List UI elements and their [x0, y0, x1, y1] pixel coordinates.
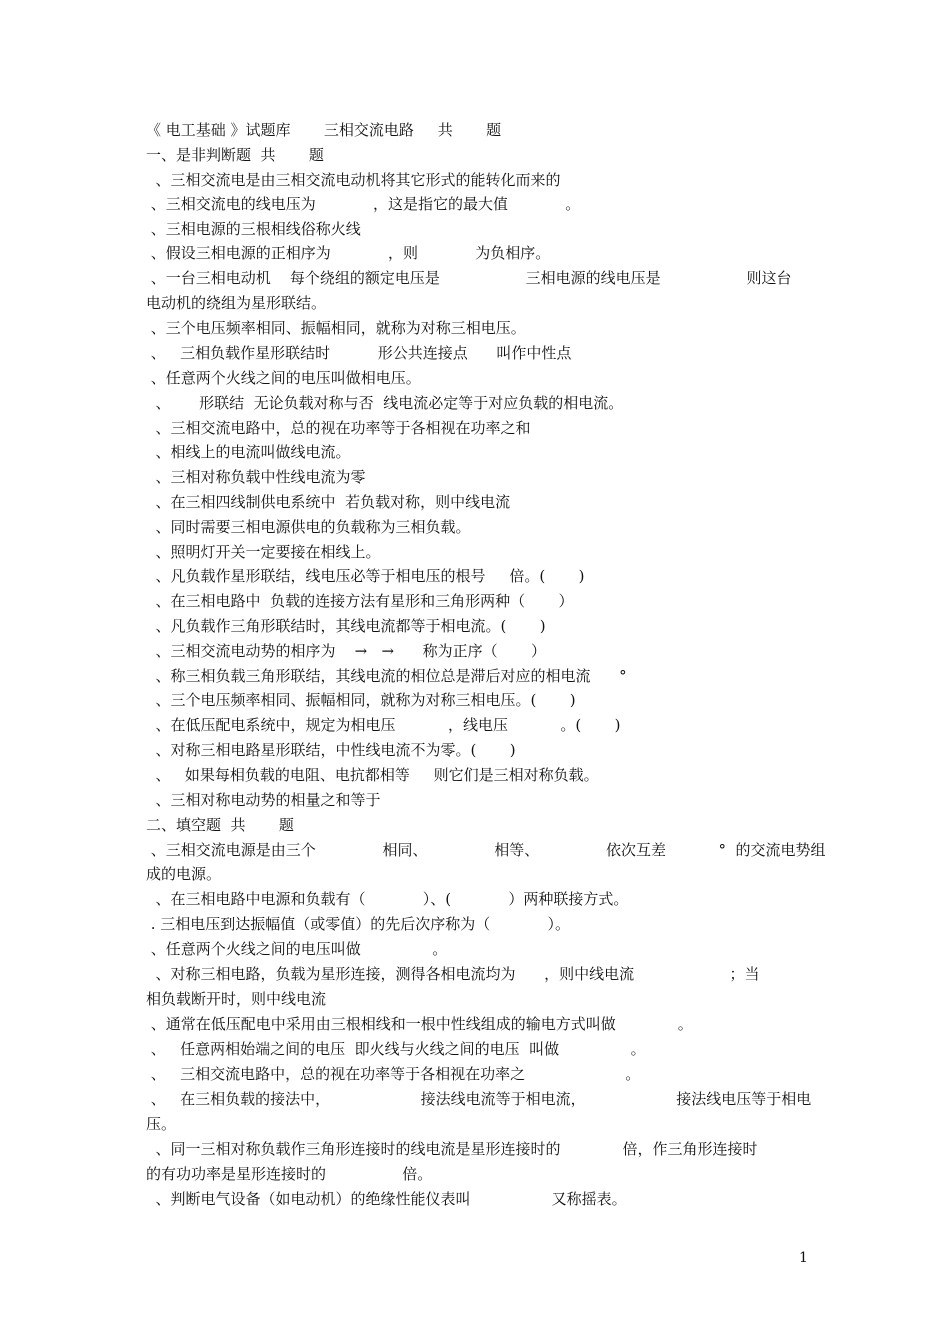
fill-item-continuation: 压。: [146, 1115, 177, 1133]
section-header-fill-in: 二、填空题 共 题: [146, 816, 294, 834]
judge-item-continuation: 电动机的绕组为星形联结。: [146, 294, 327, 312]
judge-item: 、任意两个火线之间的电压叫做相电压。: [146, 369, 421, 387]
judge-item: 、三相交流电动势的相序为 → → 称为正序（ ）: [146, 642, 547, 660]
judge-item: 、三个电压频率相同、振幅相同，就称为对称三相电压。: [146, 319, 526, 337]
judge-item: 、三相交流电是由三相交流电动机将其它形式的能转化而来的: [146, 171, 561, 189]
judge-item: 、对称三相电路星形联结，中性线电流不为零。( ): [146, 741, 516, 759]
judge-item: 、在低压配电系统中，规定为相电压 ，线电压 。( ): [146, 716, 621, 734]
judge-item: 、照明灯开关一定要接在相线上。: [146, 543, 381, 561]
fill-item: 、 在三相负载的接法中， 接法线电流等于相电流， 接法线电压等于相电: [146, 1090, 812, 1108]
fill-item: 、在三相电路中电源和负载有（ ）、( ）两种联接方式。: [146, 890, 629, 908]
fill-item: 、 三相交流电路中，总的视在功率等于各相视在功率之 。: [146, 1065, 641, 1083]
fill-item: 、任意两个火线之间的电压叫做 。: [146, 940, 448, 958]
section-header-true-false: 一、是非判断题 共 题: [146, 146, 324, 164]
judge-item: 、 三相负载作星形联结时 形公共连接点 叫作中性点: [146, 344, 572, 362]
judge-item: 、一台三相电动机 每个绕组的额定电压是 三相电源的线电压是 则这台: [146, 269, 792, 287]
judge-item: 、在三相四线制供电系统中 若负载对称，则中线电流: [146, 493, 511, 511]
judge-item: 、凡负载作星形联结，线电压必等于相电压的根号 倍。( ): [146, 567, 585, 585]
judge-item: 、在三相电路中 负载的连接方法有星形和三角形两种（ ）: [146, 592, 574, 610]
judge-item: 、三相对称电动势的相量之和等于: [146, 791, 381, 809]
fill-item: 、判断电气设备（如电动机）的绝缘性能仪表叫 又称摇表。: [146, 1190, 627, 1208]
judge-item: 、称三相负载三角形联结，其线电流的相位总是滞后对应的相电流 °: [146, 667, 627, 685]
judge-item: 、 如果每相负载的电阻、电抗都相等 则它们是三相对称负载。: [146, 766, 599, 784]
fill-item: 、 任意两相始端之间的电压 即火线与火线之间的电压 叫做 。: [146, 1040, 646, 1058]
fill-item: 、对称三相电路，负载为星形连接，测得各相电流均为 ，则中线电流 ；当: [146, 965, 760, 983]
fill-item: 、同一三相对称负载作三角形连接时的线电流是星形连接时的 倍，作三角形连接时: [146, 1140, 758, 1158]
fill-item: 、通常在低压配电中采用由三根相线和一根中性线组成的输电方式叫做 。: [146, 1015, 693, 1033]
judge-item: 、三相交流电路中，总的视在功率等于各相视在功率之和: [146, 419, 531, 437]
judge-item: 、三相对称负载中性线电流为零: [146, 468, 366, 486]
fill-item-continuation: 相负载断开时，则中线电流: [146, 990, 327, 1008]
judge-item: 、三个电压频率相同、振幅相同，就称为对称三相电压。( ): [146, 691, 576, 709]
fill-item: . 三相电压到达振幅值（或零值）的先后次序称为（ ）。: [146, 915, 571, 933]
fill-item-continuation: 成的电源。: [146, 865, 222, 883]
fill-item-continuation: 的有功功率是星形连接时的 倍。: [146, 1165, 433, 1183]
document-title: 《 电工基础 》试题库 三相交流电路 共 题: [146, 121, 502, 139]
fill-item: 、三相交流电源是由三个 相同、 相等、 依次互差 ° 的交流电势组: [146, 841, 826, 859]
page-number: 1: [799, 1250, 808, 1266]
judge-item: 、相线上的电流叫做线电流。: [146, 443, 351, 461]
judge-item: 、三相电源的三根相线俗称火线: [146, 220, 361, 238]
judge-item: 、假设三相电源的正相序为 ，则 为负相序。: [146, 244, 551, 262]
judge-item: 、三相交流电的线电压为 ，这是指它的最大值 。: [146, 195, 581, 213]
judge-item: 、凡负载作三角形联结时，其线电流都等于相电流。( ): [146, 617, 546, 635]
judge-item: 、 形联结 无论负载对称与否 线电流必定等于对应负载的相电流。: [146, 394, 624, 412]
judge-item: 、同时需要三相电源供电的负载称为三相负载。: [146, 518, 471, 536]
